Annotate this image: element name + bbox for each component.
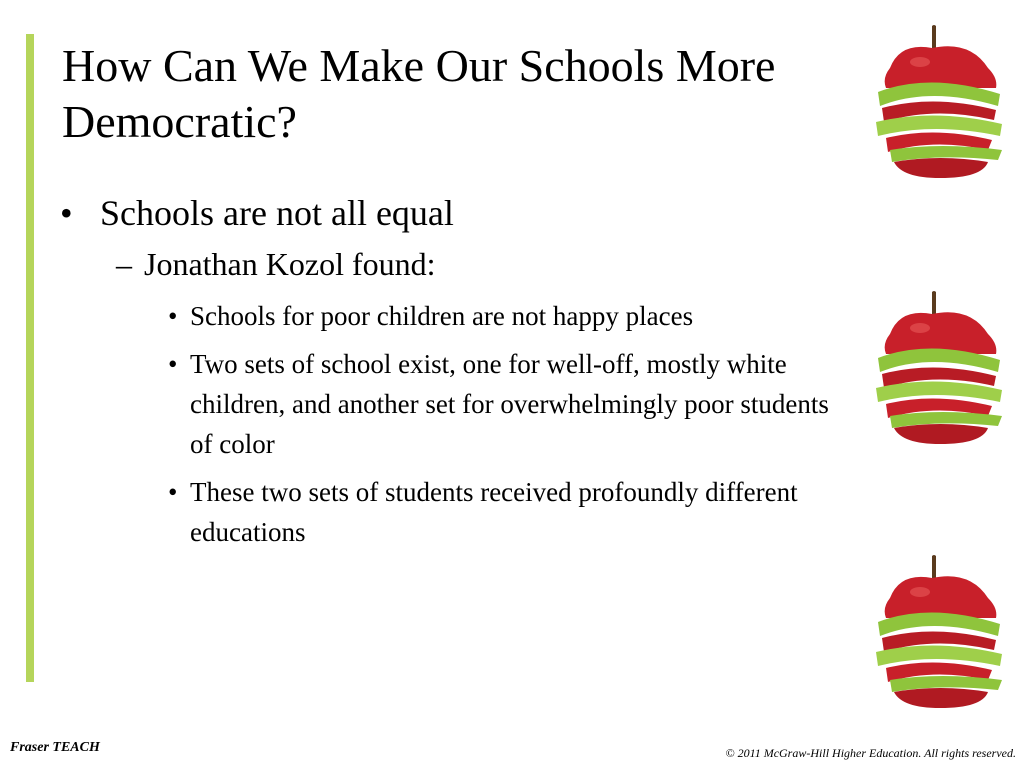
sliced-apple-icon [870,288,1010,448]
bullet-dot-icon: • [168,301,178,331]
accent-bar [26,34,34,682]
bullet-text: Jonathan Kozol found: [144,246,436,282]
bullet-level-3 [60,472,850,552]
bullet-dot-icon: • [168,349,178,379]
bullet-level-1 [60,190,850,236]
footer-brand: Fraser TEACH [10,740,100,755]
bullet-text: These two sets of students received profoundly different educations [190,477,798,547]
bullet-level-3 [60,296,850,336]
sliced-apple-icon [870,22,1010,182]
bullet-text: Schools are not all equal [100,193,454,233]
bullet-text: Two sets of school exist, one for well-off, mostly white children, and another set for overwhelmingly poor students of color [190,349,829,459]
bullet-dot-icon: • [168,477,178,507]
footer-copyright: © 2011 McGraw-Hill Higher Education. All rights reserved. [725,746,1016,760]
slide-title: How Can We Make Our Schools More Democratic? [62,40,776,147]
bullet-dot-icon: • [60,193,73,233]
bullet-level-2 [60,244,850,284]
slide-content [60,190,850,560]
bullet-dash-icon: – [116,246,132,282]
bullet-text: Schools for poor children are not happy places [190,301,694,331]
sliced-apple-icon [870,552,1010,712]
bullet-level-3 [60,344,850,464]
